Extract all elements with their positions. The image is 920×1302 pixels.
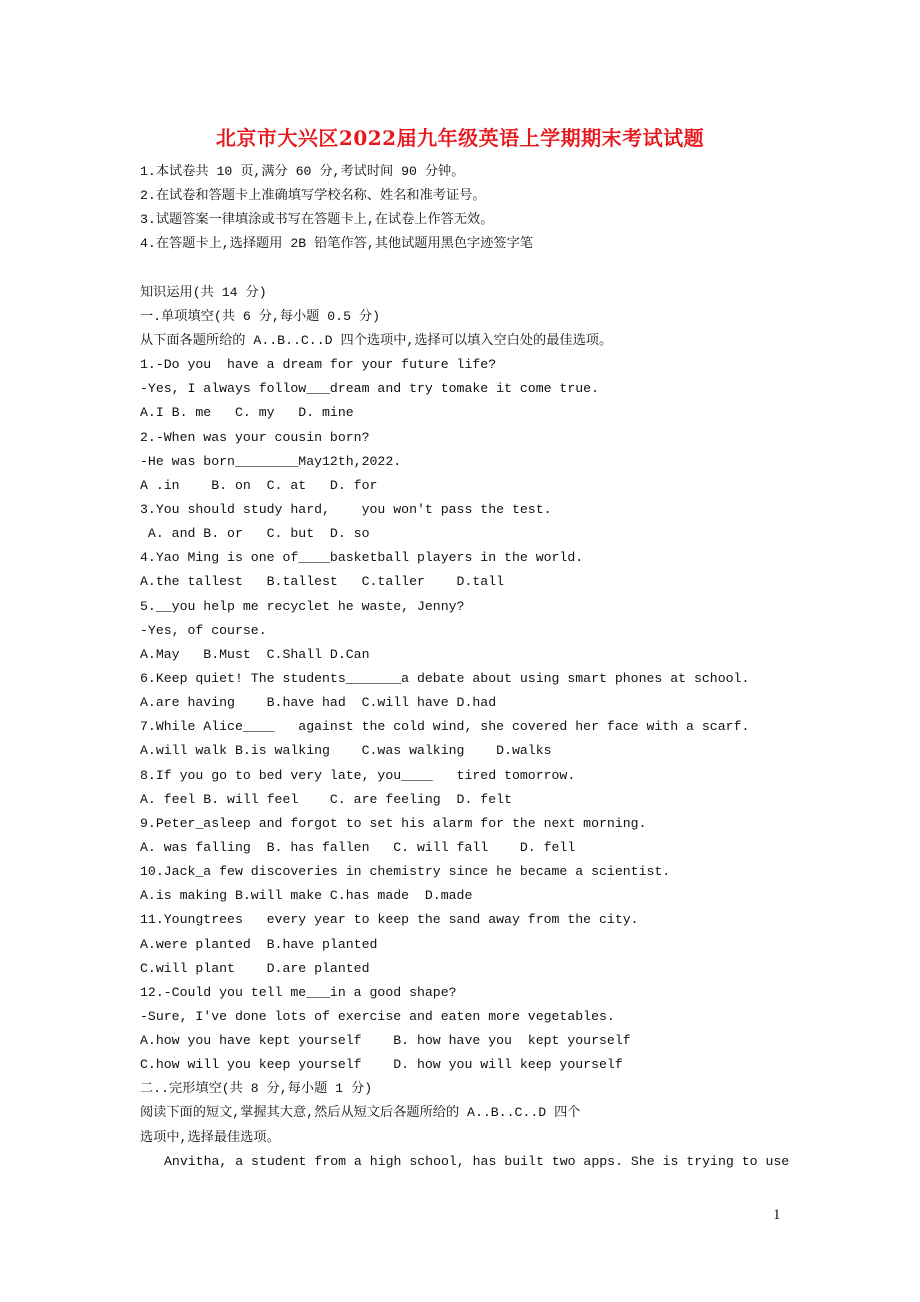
text-line: 3.You should study hard, you won't pass the test.: [140, 501, 552, 517]
text-line: 阅读下面的短文,掌握其大意,然后从短文后各题所给的 A..B..C..D 四个: [140, 1105, 581, 1121]
text-line: 10.Jack_a few discoveries in chemistry since he became a scientist.: [140, 864, 671, 880]
text-line: 11.Youngtrees every year to keep the sand away from the city.: [140, 912, 639, 928]
text-line: 一.单项填空(共 6 分,每小题 0.5 分): [140, 308, 381, 324]
text-line: A.May B.Must C.Shall D.Can: [140, 646, 370, 662]
text-line: 知识运用(共 14 分): [140, 284, 267, 300]
text-line: 2.在试卷和答题卡上准确填写学校名称、姓名和准考证号。: [140, 188, 486, 204]
text-line: 1.本试卷共 10 页,满分 60 分,考试时间 90 分钟。: [140, 164, 465, 179]
text-line: 5.__you help me recyclet he waste, Jenny?: [140, 598, 465, 614]
text-line: 8.If you go to bed very late, you____ tired tomorrow.: [140, 767, 576, 783]
text-line: A. was falling B. has fallen C. will fall D. fell: [140, 839, 576, 855]
text-line: 7.While Alice____ against the cold wind, she covered her face with a scarf.: [140, 719, 750, 735]
text-line: 4.Yao Ming is one of____basketball players in the world.: [140, 550, 584, 566]
text-line: -Sure, I've done lots of exercise and eaten more vegetables.: [140, 1008, 615, 1024]
text-line: 6.Keep quiet! The students_______a debate about using smart phones at school.: [140, 670, 750, 686]
text-line: Anvitha, a student from a high school, has built two apps. She is trying to use: [164, 1153, 790, 1169]
text-line: -He was born________May12th,2022.: [140, 453, 402, 469]
text-line: A.are having B.have had C.will have D.had: [140, 695, 497, 711]
page-number: 1: [773, 1207, 781, 1223]
text-line: 9.Peter_asleep and forgot to set his alarm for the next morning.: [140, 815, 647, 831]
text-line: 二..完形填空(共 8 分,每小题 1 分): [140, 1081, 373, 1097]
text-line: [140, 257, 820, 281]
text-line: 从下面各题所给的 A..B..C..D 四个选项中,选择可以填入空白处的最佳选项。: [140, 332, 613, 348]
text-line: A.were planted B.have planted: [140, 936, 378, 952]
text-line: A. and B. or C. but D. so: [140, 526, 370, 542]
text-line: 1.-Do you have a dream for your future life?: [140, 357, 497, 373]
text-line: C.how will you keep yourself D. how you will keep yourself: [140, 1057, 623, 1073]
document-body: [140, 160, 820, 1174]
text-line: A. feel B. will feel C. are feeling D. felt: [140, 791, 512, 807]
text-line: A.is making B.will make C.has made D.made: [140, 888, 473, 904]
text-line: 2.-When was your cousin born?: [140, 429, 370, 445]
text-line: 4.在答题卡上,选择题用 2B 铅笔作答,其他试题用黑色字迹签字笔: [140, 236, 533, 252]
text-line: C.will plant D.are planted: [140, 960, 370, 976]
text-line: A .in B. on C. at D. for: [140, 477, 378, 493]
text-line: 3.试题答案一律填涂或书写在答题卡上,在试卷上作答无效。: [140, 212, 494, 228]
text-line: 12.-Could you tell me___in a good shape?: [140, 984, 457, 1000]
text-line: 选项中,选择最佳选项。: [140, 1129, 280, 1145]
text-line: -Yes, of course.: [140, 622, 267, 638]
document-title: 北京市大兴区2022届九年级英语上学期期末考试试题: [215, 126, 705, 150]
text-line: -Yes, I always follow___dream and try tomake it come true.: [140, 381, 599, 397]
text-line: A.will walk B.is walking C.was walking D.walks: [140, 743, 552, 759]
text-line: A.how you have kept yourself B. how have you kept yourself: [140, 1033, 631, 1049]
text-line: A.I B. me C. my D. mine: [140, 405, 354, 421]
text-line: A.the tallest B.tallest C.taller D.tall: [140, 574, 505, 590]
